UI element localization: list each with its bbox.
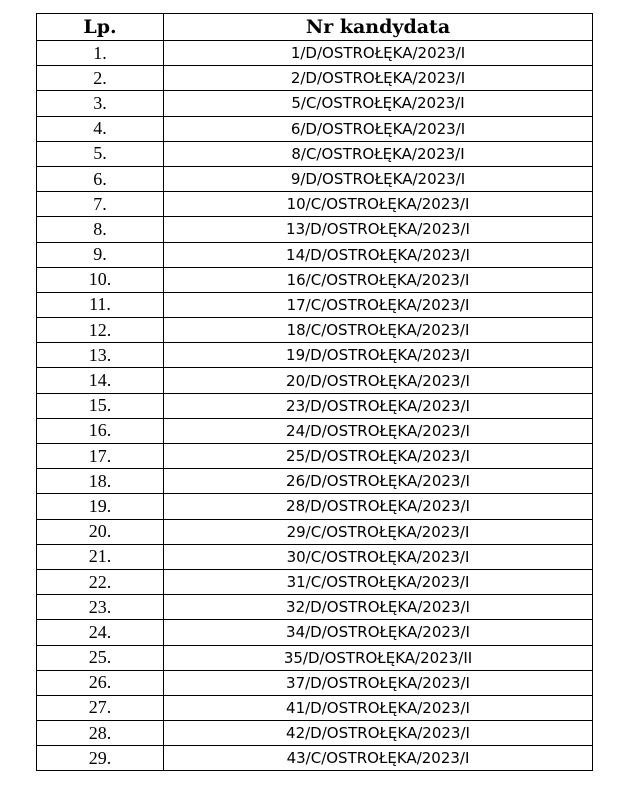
header-row — [37, 14, 593, 41]
row-number: 13. — [37, 343, 164, 368]
table-row — [37, 368, 593, 393]
candidate-number: 31/C/OSTROŁĘKA/2023/I — [164, 569, 593, 594]
candidate-number: 24/D/OSTROŁĘKA/2023/I — [164, 418, 593, 443]
table-row — [37, 469, 593, 494]
row-number: 18. — [37, 469, 164, 494]
row-number: 7. — [37, 192, 164, 217]
candidate-number: 17/C/OSTROŁĘKA/2023/I — [164, 292, 593, 317]
candidate-number: 10/C/OSTROŁĘKA/2023/I — [164, 192, 593, 217]
row-number: 25. — [37, 645, 164, 670]
table-row — [37, 569, 593, 594]
table-row — [37, 192, 593, 217]
row-number: 21. — [37, 544, 164, 569]
candidate-number: 23/D/OSTROŁĘKA/2023/I — [164, 393, 593, 418]
header-candidate-number: Nr kandydata — [164, 14, 593, 41]
candidate-number: 29/C/OSTROŁĘKA/2023/I — [164, 519, 593, 544]
row-number: 29. — [37, 746, 164, 771]
candidate-number: 32/D/OSTROŁĘKA/2023/I — [164, 595, 593, 620]
candidate-number: 18/C/OSTROŁĘKA/2023/I — [164, 318, 593, 343]
table-row — [37, 166, 593, 191]
row-number: 2. — [37, 66, 164, 91]
table-row — [37, 595, 593, 620]
candidate-number: 6/D/OSTROŁĘKA/2023/I — [164, 116, 593, 141]
table-row — [37, 670, 593, 695]
candidate-number: 5/C/OSTROŁĘKA/2023/I — [164, 91, 593, 116]
table-row — [37, 645, 593, 670]
candidate-number: 42/D/OSTROŁĘKA/2023/I — [164, 721, 593, 746]
row-number: 19. — [37, 494, 164, 519]
table-row — [37, 544, 593, 569]
row-number: 9. — [37, 242, 164, 267]
table-row — [37, 393, 593, 418]
table-body — [37, 41, 593, 771]
row-number: 8. — [37, 217, 164, 242]
table-row — [37, 519, 593, 544]
table-row — [37, 418, 593, 443]
candidate-number: 34/D/OSTROŁĘKA/2023/I — [164, 620, 593, 645]
row-number: 12. — [37, 318, 164, 343]
table-row — [37, 267, 593, 292]
candidates-table — [36, 13, 593, 771]
row-number: 11. — [37, 292, 164, 317]
row-number: 6. — [37, 166, 164, 191]
candidate-number: 25/D/OSTROŁĘKA/2023/I — [164, 444, 593, 469]
candidate-number: 16/C/OSTROŁĘKA/2023/I — [164, 267, 593, 292]
header-lp: Lp. — [37, 14, 164, 41]
row-number: 20. — [37, 519, 164, 544]
row-number: 23. — [37, 595, 164, 620]
row-number: 10. — [37, 267, 164, 292]
candidate-number: 8/C/OSTROŁĘKA/2023/I — [164, 141, 593, 166]
row-number: 28. — [37, 721, 164, 746]
table-row — [37, 343, 593, 368]
table-row — [37, 292, 593, 317]
row-number: 16. — [37, 418, 164, 443]
table-row — [37, 494, 593, 519]
table-row — [37, 444, 593, 469]
table-row — [37, 91, 593, 116]
row-number: 1. — [37, 41, 164, 66]
row-number: 27. — [37, 695, 164, 720]
candidate-number: 20/D/OSTROŁĘKA/2023/I — [164, 368, 593, 393]
row-number: 3. — [37, 91, 164, 116]
row-number: 4. — [37, 116, 164, 141]
table-row — [37, 620, 593, 645]
candidate-number: 28/D/OSTROŁĘKA/2023/I — [164, 494, 593, 519]
table-row — [37, 695, 593, 720]
row-number: 17. — [37, 444, 164, 469]
table-row — [37, 721, 593, 746]
candidate-number: 41/D/OSTROŁĘKA/2023/I — [164, 695, 593, 720]
candidate-number: 13/D/OSTROŁĘKA/2023/I — [164, 217, 593, 242]
table-row — [37, 746, 593, 771]
table-row — [37, 116, 593, 141]
candidate-number: 1/D/OSTROŁĘKA/2023/I — [164, 41, 593, 66]
candidate-number: 37/D/OSTROŁĘKA/2023/I — [164, 670, 593, 695]
row-number: 22. — [37, 569, 164, 594]
table-header — [37, 14, 593, 41]
row-number: 14. — [37, 368, 164, 393]
candidate-number: 30/C/OSTROŁĘKA/2023/I — [164, 544, 593, 569]
candidate-number: 9/D/OSTROŁĘKA/2023/I — [164, 166, 593, 191]
table-row — [37, 217, 593, 242]
candidate-number: 43/C/OSTROŁĘKA/2023/I — [164, 746, 593, 771]
row-number: 15. — [37, 393, 164, 418]
row-number: 5. — [37, 141, 164, 166]
row-number: 26. — [37, 670, 164, 695]
table-row — [37, 41, 593, 66]
candidate-number: 26/D/OSTROŁĘKA/2023/I — [164, 469, 593, 494]
table-row — [37, 242, 593, 267]
candidate-number: 35/D/OSTROŁĘKA/2023/II — [164, 645, 593, 670]
table-row — [37, 141, 593, 166]
table-row — [37, 318, 593, 343]
candidate-number: 2/D/OSTROŁĘKA/2023/I — [164, 66, 593, 91]
table-row — [37, 66, 593, 91]
candidate-number: 14/D/OSTROŁĘKA/2023/I — [164, 242, 593, 267]
row-number: 24. — [37, 620, 164, 645]
candidate-number: 19/D/OSTROŁĘKA/2023/I — [164, 343, 593, 368]
